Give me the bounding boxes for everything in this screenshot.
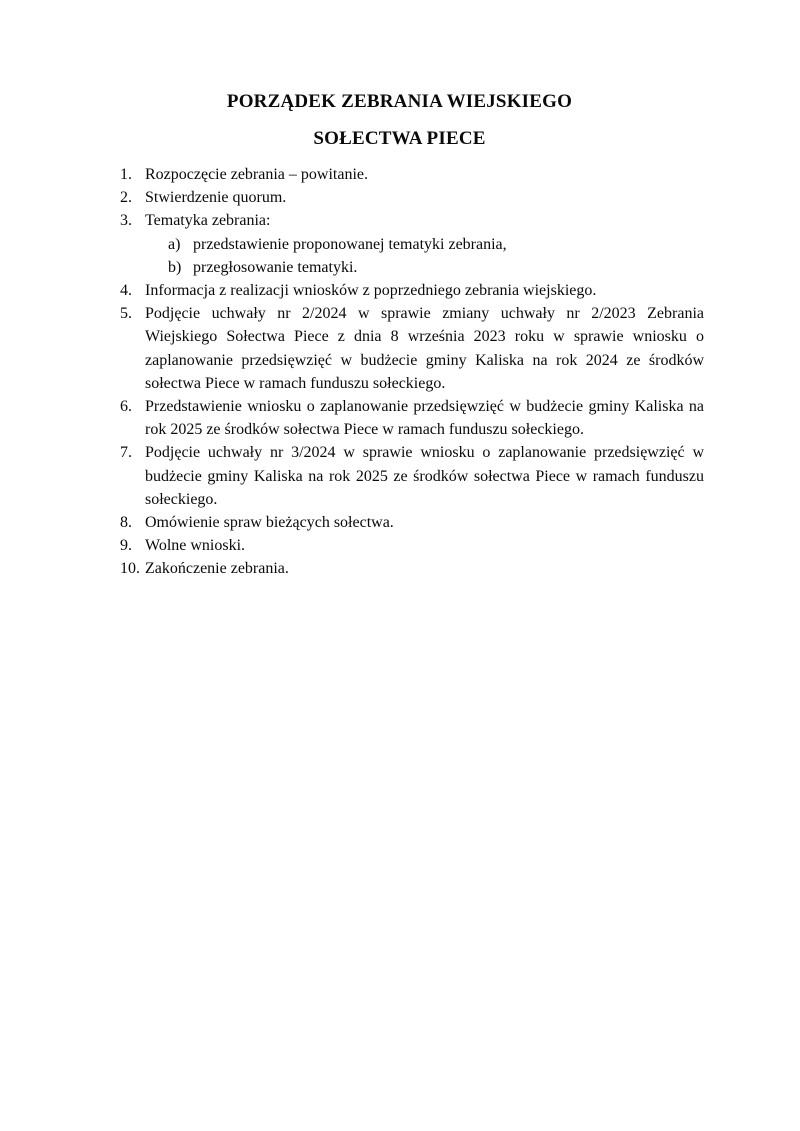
list-item-number: 3.	[120, 212, 132, 230]
list-item-number: 4.	[120, 282, 132, 300]
list-item-6	[120, 395, 704, 441]
list-item-text: Przedstawienie wniosku o zaplanowanie przedsięwzięć w budżecie gminy Kaliska na rok 2025 ze środków sołectwa Piece w ramach funduszu sołeckiego.	[145, 398, 704, 439]
document-title-line1: PORZĄDEK ZEBRANIA WIEJSKIEGO	[226, 91, 573, 112]
list-subitem-text: przegłosowanie tematyki.	[193, 258, 358, 276]
list-item-number: 1.	[120, 166, 132, 183]
list-item-1	[120, 163, 704, 186]
list-item-number: 6.	[120, 398, 132, 416]
list-item-4	[120, 279, 704, 302]
list-item-text: Podjęcie uchwały nr 3/2024 w sprawie wniosku o zaplanowanie przedsięwzięć w budżecie gminy Kaliska na rok 2025 ze środków sołectwa Piece w ramach funduszu sołeckiego.	[145, 444, 704, 508]
list-item-number: 2.	[120, 189, 132, 207]
list-item-text: Tematyka zebrania:	[145, 212, 271, 230]
list-subitem-3a	[168, 233, 704, 256]
document-title-line2: SOŁECTWA PIECE	[313, 128, 486, 149]
list-item-number: 9.	[120, 537, 132, 555]
list-item-8	[120, 511, 704, 534]
list-item-10	[120, 557, 704, 580]
list-item-5	[120, 302, 704, 395]
list-subitem-marker: a)	[168, 235, 181, 253]
list-subitem-3b	[168, 256, 704, 279]
list-item-3	[120, 209, 704, 232]
list-item-9	[120, 534, 704, 557]
agenda-list	[120, 163, 704, 581]
list-item-7	[120, 441, 704, 511]
list-item-text: Zakończenie zebrania.	[145, 560, 289, 578]
list-item-number: 10.	[120, 560, 140, 578]
list-item-text: Omówienie spraw bieżących sołectwa.	[145, 514, 394, 532]
list-subitem-marker: b)	[168, 258, 182, 276]
list-item-text: Podjęcie uchwały nr 2/2024 w sprawie zmiany uchwały nr 2/2023 Zebrania Wiejskiego Sołectwa Piece z dnia 8 września 2023 roku w sprawie wniosku o zaplanowanie przedsięwzięć w budżecie gminy Kaliska na rok 2024 ze środków sołectwa Piece w ramach funduszu sołeckiego.	[145, 305, 704, 392]
list-item-text: Informacja z realizacji wniosków z poprzedniego zebrania wiejskiego.	[145, 282, 597, 300]
list-item-number: 5.	[120, 305, 132, 323]
list-subitem-text: przedstawienie proponowanej tematyki zebrania,	[193, 235, 507, 253]
list-item-text: Stwierdzenie quorum.	[145, 189, 287, 207]
list-item-number: 7.	[120, 444, 132, 462]
list-item-2	[120, 186, 704, 209]
list-item-number: 8.	[120, 514, 132, 532]
list-item-text: Wolne wnioski.	[145, 537, 246, 555]
list-item-text: Rozpoczęcie zebrania – powitanie.	[145, 166, 368, 183]
